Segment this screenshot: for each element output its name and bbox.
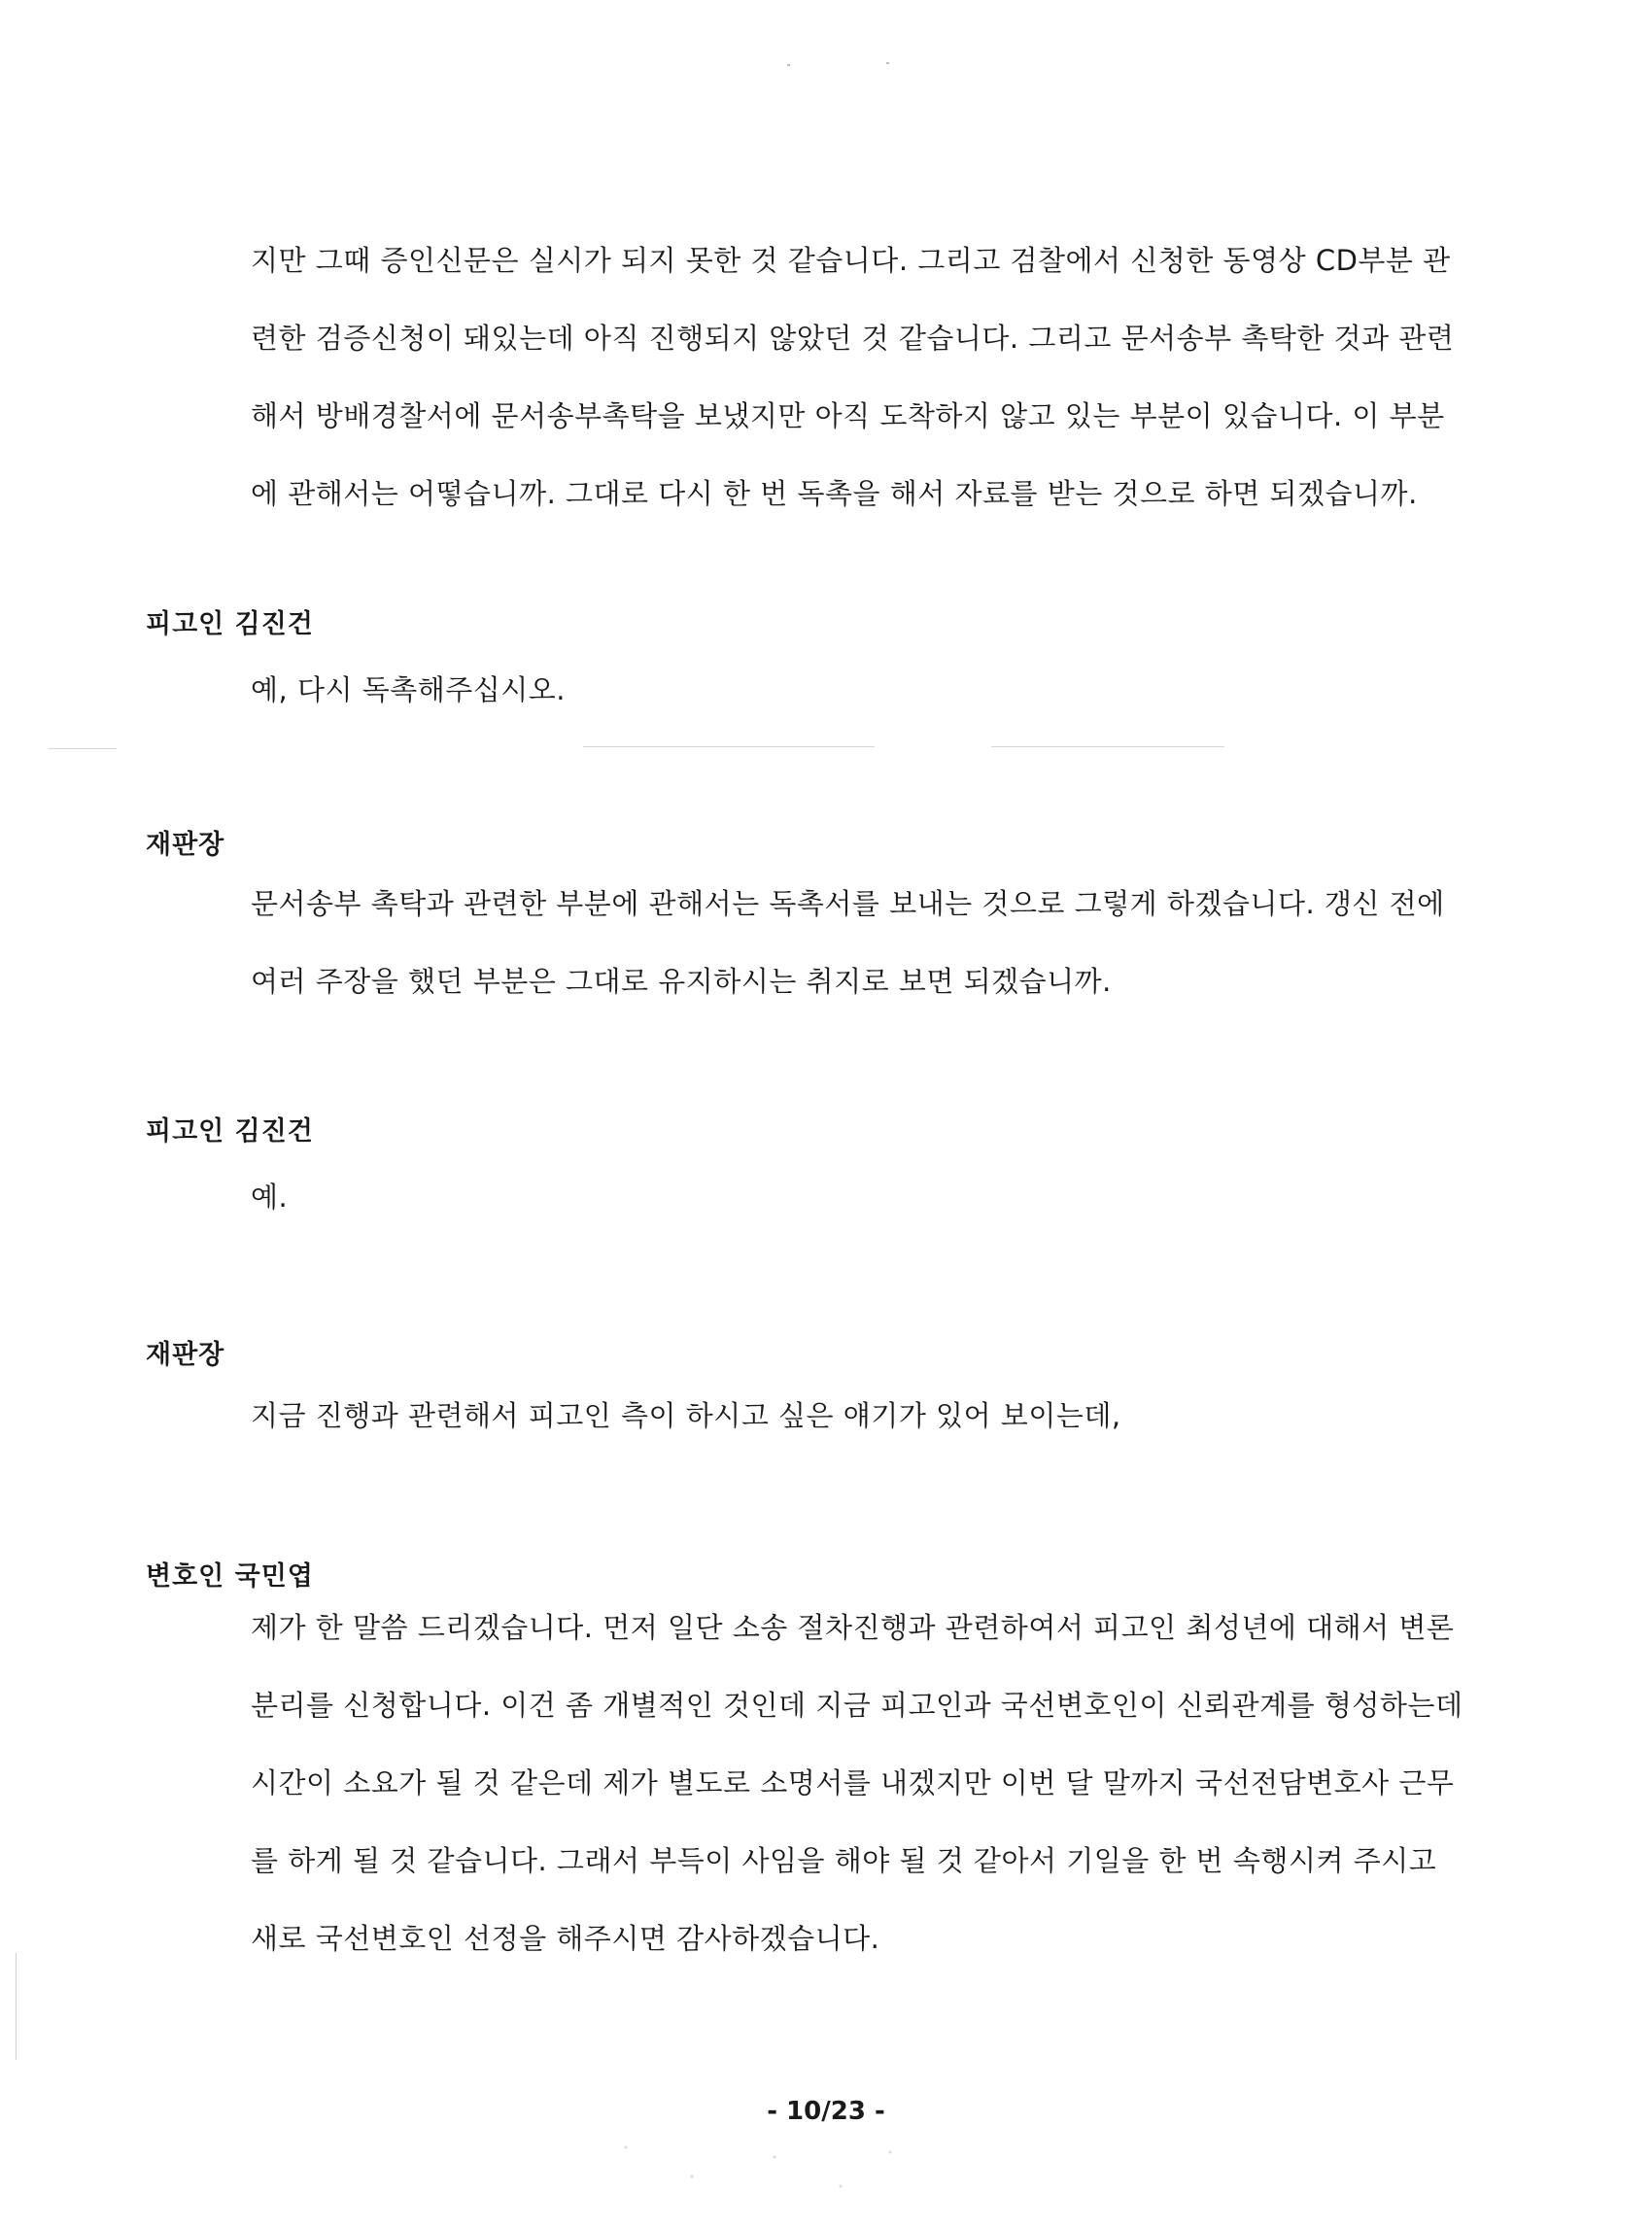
text-line: 시간이 소요가 될 것 같은데 제가 별도로 소명서를 내겠지만 이번 달 말까지 국선전담변호사 근무	[251, 1766, 1455, 1799]
scan-artifact	[886, 62, 889, 64]
speaker-label: 변호인 국민엽	[146, 1561, 314, 1592]
text-line: 예, 다시 독촉해주십시오.	[251, 673, 567, 706]
dialogue-text	[251, 1158, 1543, 1236]
scan-artifact-edge	[16, 1953, 17, 2060]
scan-artifact-line	[991, 746, 1224, 747]
text-line: 련한 검증신청이 돼있는데 아직 진행되지 않았던 것 같습니다. 그리고 문서송부 촉탁한 것과 관련	[251, 322, 1455, 355]
speaker-label: 피고인 김진건	[146, 609, 314, 639]
text-line: 제가 한 말씀 드리겠습니다. 먼저 일단 소송 절차진행과 관련하여서 피고인 최성년에 대해서 변론	[251, 1611, 1455, 1644]
speaker-label: 재판장	[146, 830, 225, 860]
dialogue-text	[251, 865, 1543, 1020]
text-line: 해서 방배경찰서에 문서송부촉탁을 보냈지만 아직 도착하지 않고 있는 부분이 있습니다. 이 부분	[251, 399, 1445, 432]
text-line: 예.	[251, 1181, 289, 1214]
scan-artifact-noise	[593, 2118, 923, 2215]
scan-artifact-line	[583, 746, 875, 747]
text-line: 여러 주장을 했던 부분은 그대로 유지하시는 취지로 보면 되겠습니까.	[251, 965, 1112, 998]
text-line: 분리를 신청합니다. 이건 좀 개별적인 것인데 지금 피고인과 국선변호인이 신뢰관계를 형성하는데	[251, 1689, 1463, 1722]
dialogue-text	[251, 1377, 1543, 1455]
speaker-label: 피고인 김진건	[146, 1116, 314, 1147]
speaker-label: 재판장	[146, 1340, 225, 1370]
text-line: 지만 그때 증인신문은 실시가 되지 못한 것 같습니다. 그리고 검찰에서 신청한 동영상 CD부분 관	[251, 244, 1451, 277]
dialogue-text	[251, 651, 1543, 729]
scan-artifact	[787, 64, 790, 66]
text-line: 에 관해서는 어떻습니까. 그대로 다시 한 번 독촉을 해서 자료를 받는 것으로 하면 되겠습니까.	[251, 477, 1418, 510]
scan-artifact-line	[49, 748, 117, 749]
text-line: 를 하게 될 것 같습니다. 그래서 부득이 사임을 해야 될 것 같아서 기일을 한 번 속행시켜 주시고	[251, 1844, 1437, 1877]
text-line: 새로 국선변호인 선정을 해주시면 감사하겠습니다.	[251, 1922, 880, 1955]
text-line: 문서송부 촉탁과 관련한 부분에 관해서는 독촉서를 보내는 것으로 그렇게 하겠습니다. 갱신 전에	[251, 887, 1445, 920]
dialogue-text	[251, 222, 1543, 532]
page-number: - 10/23 -	[767, 2097, 885, 2126]
dialogue-text	[251, 1589, 1543, 1977]
text-line: 지금 진행과 관련해서 피고인 측이 하시고 싶은 얘기가 있어 보이는데,	[251, 1399, 1121, 1432]
